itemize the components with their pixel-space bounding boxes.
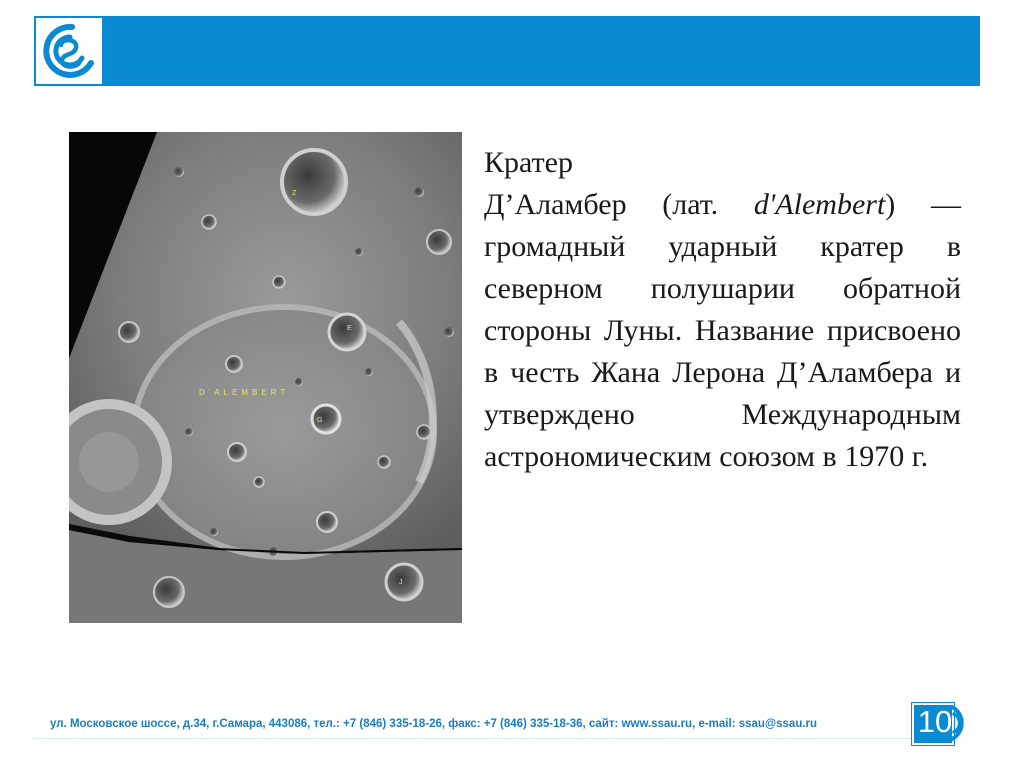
crater-label-z: Z [292,190,297,197]
crater-description [484,142,961,478]
footer-logo-icon [948,703,982,743]
crater-label-j: J [399,579,403,586]
crater-label-g: G [317,417,323,424]
description-pre: Д’Аламбер (лат. [484,188,754,221]
header-bar [34,16,980,86]
description-heading: Кратер [484,146,573,179]
moon-crater-photo [69,132,462,623]
logo [36,18,102,84]
latin-name: d'Alembert [753,188,886,221]
footer-contact: ул. Московское шоссе, д.34, г.Самара, 443086, тел.: +7 (846) 335-18-26, факс: +7 (846) 335-18-36, сайт: www.ssau.ru, e-mail: ssau@ssau.ru [50,718,818,730]
page-number: 10 [917,704,953,739]
ssau-logo-icon [36,18,102,84]
description-post: ) — громадный ударный кратер в северном полушарии обратной стороны Луны. Название присвоено в честь Жана Лерона Д’Аламбера и утверждено Международным астрономическим союзом в 1970 г. [484,188,961,473]
footer-divider [34,738,914,739]
crater-label-main: D'ALEMBERT [199,388,290,397]
crater-label-e: E [347,325,352,332]
description-body [484,184,961,478]
